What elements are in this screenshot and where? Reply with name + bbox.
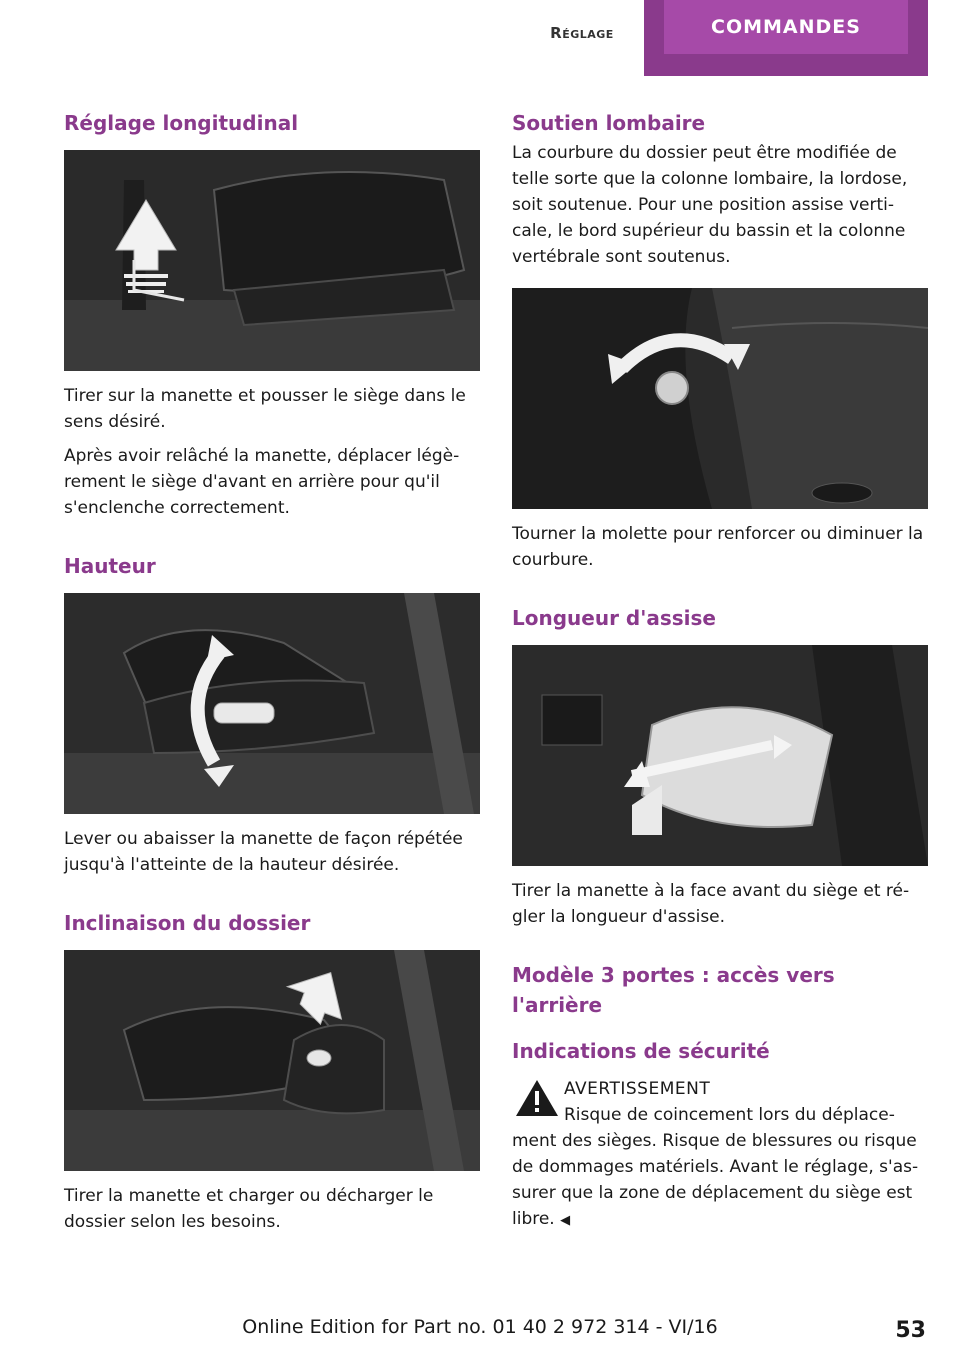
section-title-safety: Indications de sécurité — [512, 1039, 770, 1063]
page-number: 53 — [895, 1318, 926, 1343]
section-tab[interactable] — [520, 0, 644, 62]
section-title-backrest: Inclinaison du dossier — [64, 911, 311, 935]
section-tab-label: Réglage — [550, 24, 614, 42]
seat-length-image — [512, 645, 928, 866]
height-text: Lever ou abaisser la manette de façon répétée jusqu'à l'atteinte de la hauteur désirée. — [64, 829, 463, 875]
backrest-text: Tirer la manette et charger ou décharger le dossier selon les besoins. — [64, 1186, 434, 1232]
section-title-seat-length: Longueur d'assise — [512, 606, 716, 630]
end-mark-icon: ◀ — [560, 1213, 571, 1228]
warning-block — [512, 1076, 928, 1234]
section-title-height: Hauteur — [64, 554, 156, 578]
section-title-lumbar: Soutien lombaire — [512, 111, 706, 135]
seat-length-text: Tirer la manette à la face avant du siège et ré‐ gler la longueur d'assise. — [512, 881, 910, 927]
seat-backrest-image — [64, 950, 480, 1171]
chapter-tab[interactable] — [644, 0, 928, 76]
warning-body: Risque de coincement lors du déplace‐ ment des sièges. Risque de blessures ou risque de dommages matériels. Avant le réglage, s'as‐ surer que la zone de déplacement du siège est libre. — [512, 1105, 919, 1229]
warning-title: AVERTISSEMENT — [564, 1079, 711, 1099]
section-title-longitudinal: Réglage longitudinal — [64, 111, 299, 135]
seat-longitudinal-image — [64, 150, 480, 371]
section-title-3door: Modèle 3 portes : accès vers l'arrière — [512, 963, 835, 1017]
warning-text — [512, 1102, 928, 1234]
lumbar-text-2: Tourner la molette pour renforcer ou diminuer la courbure. — [512, 524, 924, 570]
longitudinal-text-1: Tirer sur la manette et pousser le siège dans le sens désiré. — [64, 386, 466, 432]
chapter-tab-label: COMMANDES — [664, 0, 908, 54]
footer-edition: Online Edition for Part no. 01 40 2 972 314 - VI/16 — [242, 1316, 718, 1338]
right-column — [512, 100, 928, 1234]
seat-height-image — [64, 593, 480, 814]
longitudinal-text-2: Après avoir relâché la manette, déplacer légè‐ rement le siège d'avant en arrière pour qu'il s'enclenche correctement. — [64, 446, 460, 518]
warning-triangle-icon — [512, 1076, 562, 1120]
lumbar-support-image — [512, 288, 928, 509]
lumbar-text-1: La courbure du dossier peut être modifiée de telle sorte que la colonne lombaire, la lordose, soit soutenue. Pour une position assise verti‐ cale, le bord supérieur du bassin et la colonne vertébrale sont soutenus. — [512, 143, 908, 267]
left-column — [64, 100, 480, 1235]
